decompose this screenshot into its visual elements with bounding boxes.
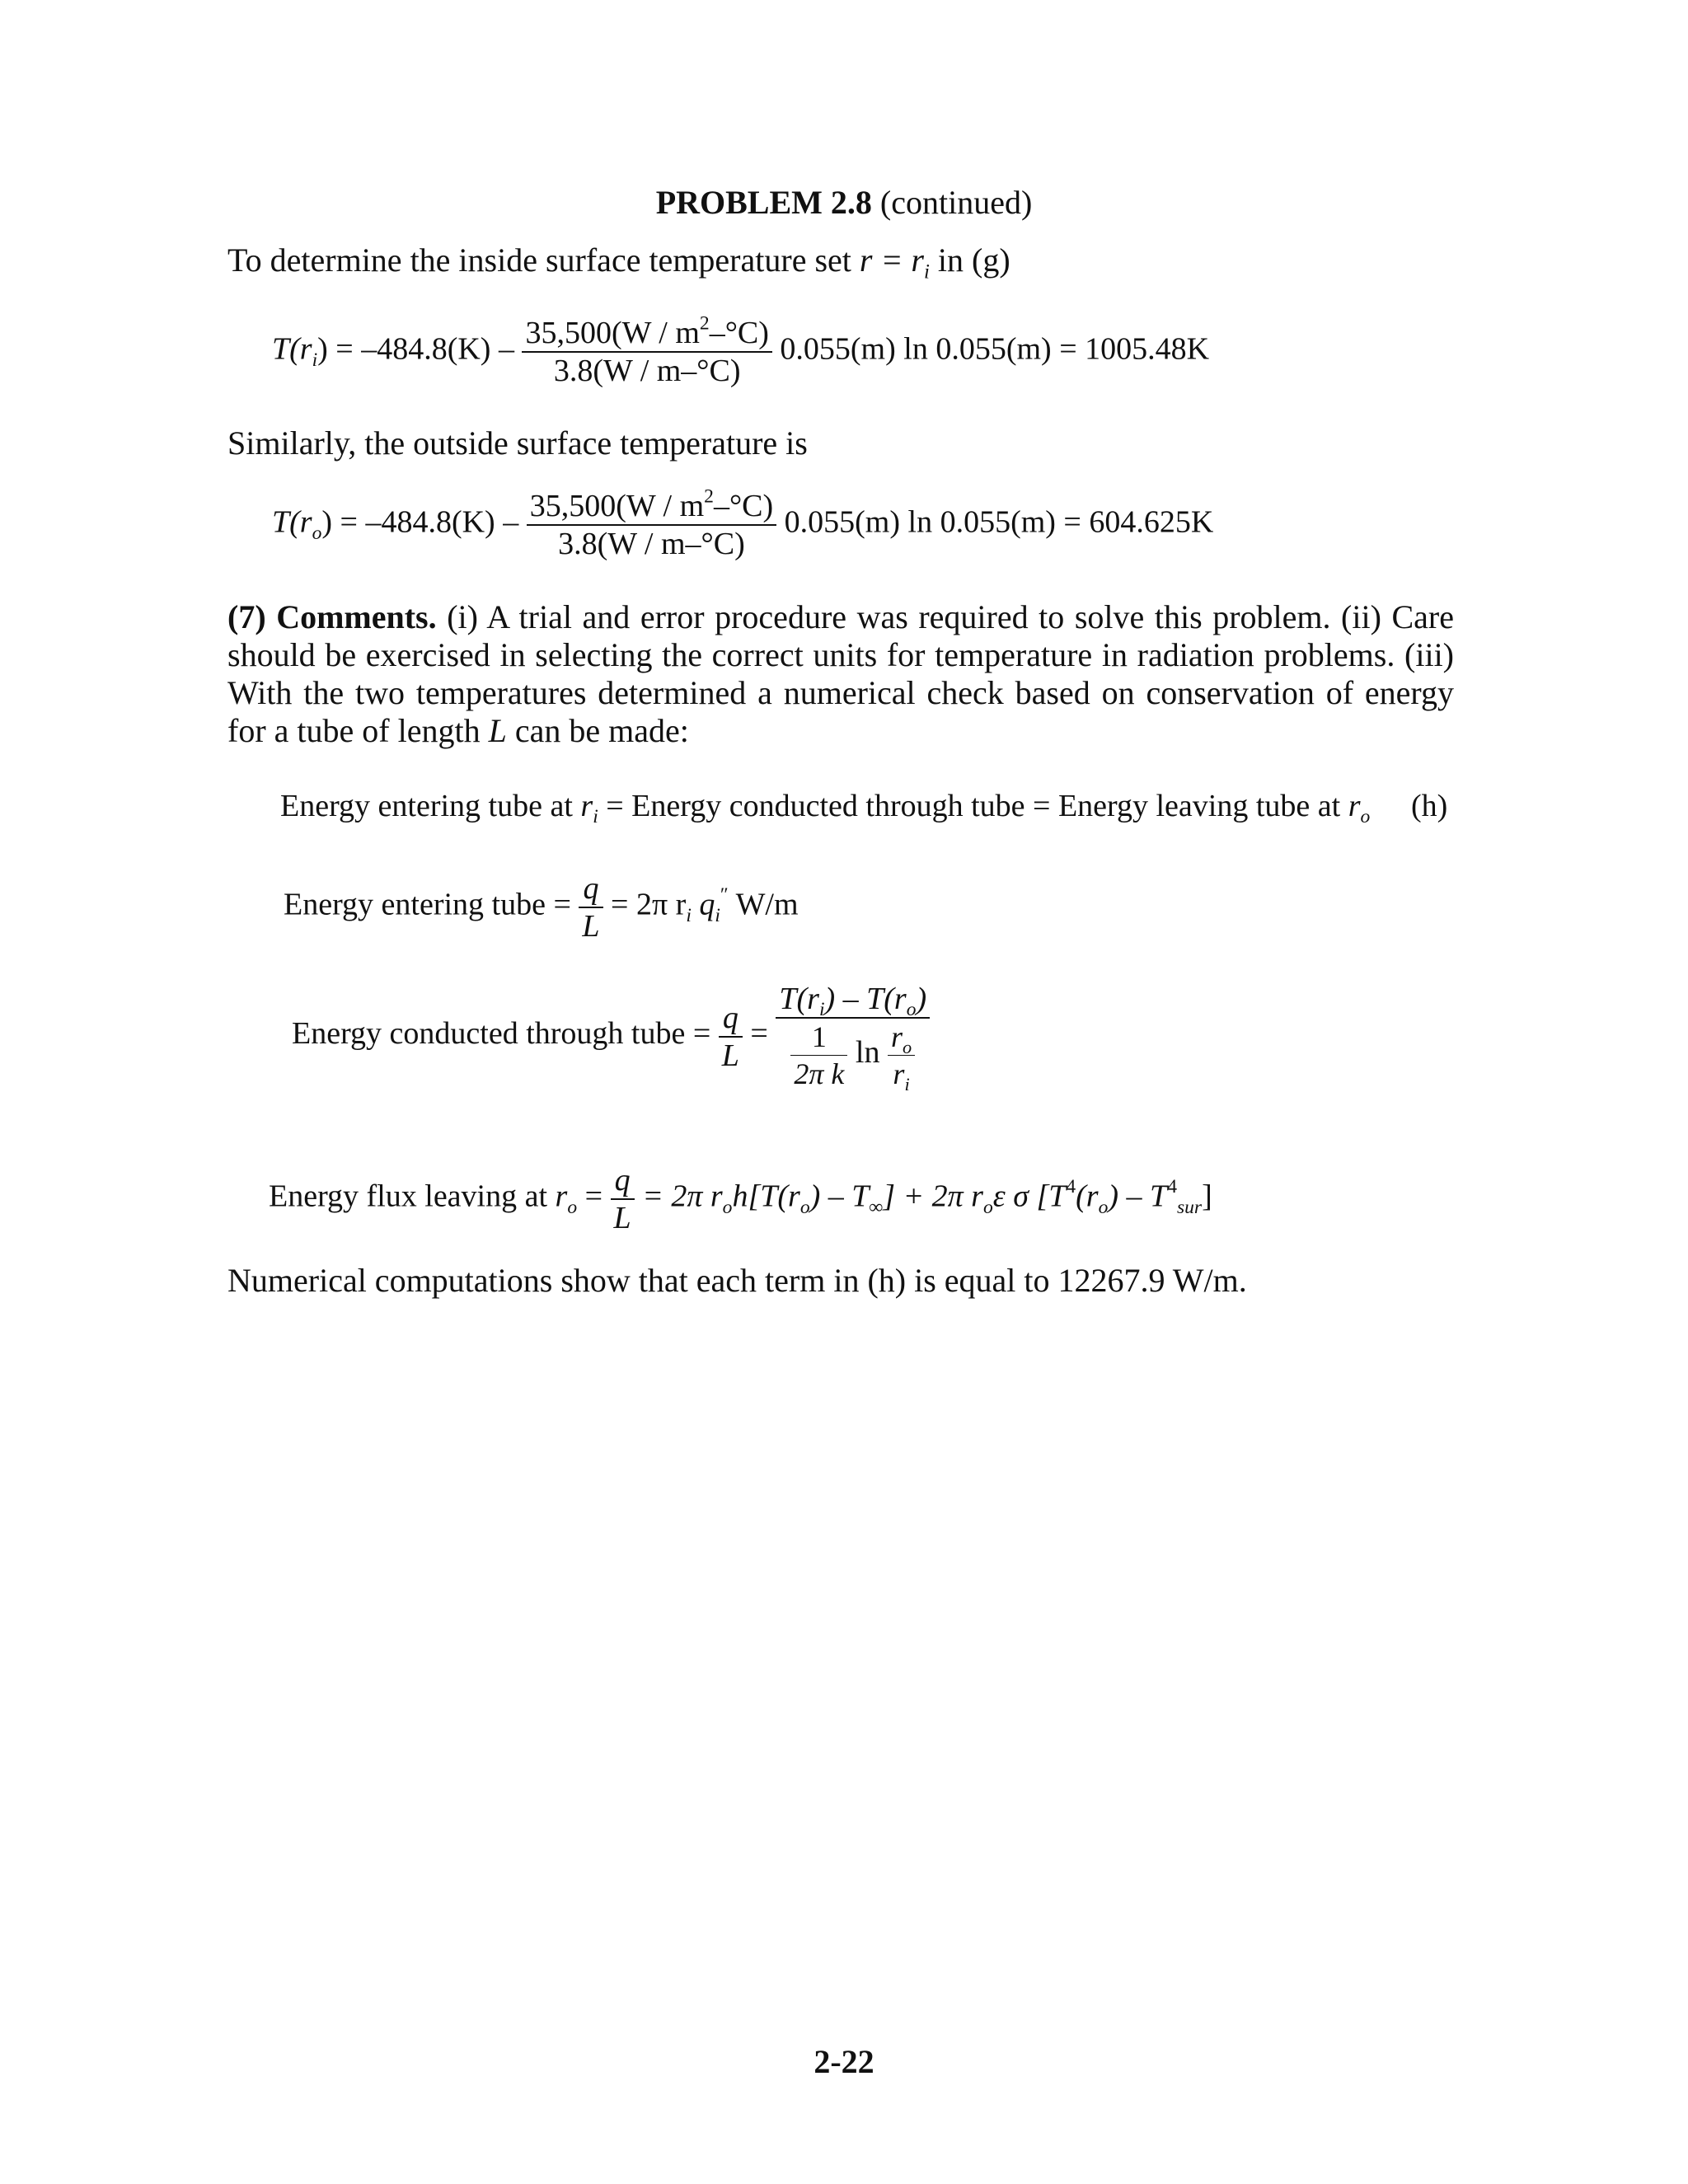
flux-rhs2-sub: o — [799, 1196, 810, 1218]
flux-rhs1-sub: o — [722, 1196, 733, 1218]
eq-outside-numerator: 35,500(W / m — [529, 489, 705, 523]
flux-rhs7: ) – T — [1108, 1179, 1168, 1214]
conducted-big-num-sub2: o — [906, 999, 917, 1021]
eq-outside-num-tail: –°C) — [713, 489, 774, 523]
flux-denominator: L — [613, 1201, 631, 1235]
entering-numerator: q — [583, 871, 599, 906]
entering-unit: W/m — [735, 887, 799, 922]
flux-numerator: q — [614, 1163, 631, 1197]
flux-label: Energy flux leaving at — [269, 1179, 548, 1214]
eq-inside-fraction — [522, 312, 771, 389]
eq-outside-lhs-sub: o — [312, 522, 322, 544]
conducted-small-num: 1 — [811, 1020, 827, 1053]
entering-rhs: = 2π r — [611, 887, 687, 922]
intro-line — [227, 241, 1010, 284]
flux-rhs6-sub: o — [1098, 1196, 1109, 1218]
comments-label: (7) Comments. — [227, 598, 437, 635]
eq-outside-fraction — [527, 485, 776, 562]
flux-rhs5-sup: 4 — [1066, 1176, 1076, 1198]
comments-length-variable: L — [488, 712, 507, 749]
flux-rhs7-sup: 4 — [1167, 1176, 1177, 1198]
entering-q: q — [691, 887, 715, 922]
eq-inside-rhs: 0.055(m) ln 0.055(m) = 1005.48K — [780, 331, 1210, 367]
flux-rhs3-sub: ∞ — [869, 1196, 884, 1218]
flux-equals: = — [584, 1179, 603, 1214]
eq-inside-lhs: T(r — [272, 331, 312, 367]
flux-var: r — [555, 1179, 568, 1214]
intro-text: To determine the inside surface temperature set — [227, 241, 851, 279]
balance-part2: = Energy conducted through tube = Energy leaving tube at — [606, 789, 1341, 823]
conducted-ln: ln — [855, 1035, 880, 1071]
balance-var2: r — [1348, 789, 1361, 823]
page-number: 2-22 — [814, 2043, 874, 2080]
flux-rhs6: (r — [1076, 1179, 1099, 1214]
conducted-small-den: 2π k — [794, 1057, 845, 1090]
page-heading — [0, 183, 1688, 222]
problem-label: PROBLEM 2.8 — [655, 184, 872, 221]
entering-denominator: L — [582, 909, 600, 944]
flux-rhs3: ) – T — [809, 1179, 870, 1214]
flux-rhs2: h[T(r — [732, 1179, 800, 1214]
equation-outside-temperature — [272, 485, 1214, 562]
eq-inside-denominator: 3.8(W / m–°C) — [553, 354, 741, 388]
energy-entering-equation — [284, 870, 799, 944]
flux-rhs4: ] + 2π r — [883, 1179, 983, 1214]
conducted-fraction-qL — [719, 1000, 743, 1074]
equation-label-h: (h) — [1411, 789, 1448, 823]
entering-label: Energy entering tube = — [284, 887, 571, 922]
entering-rhs-sub: i — [686, 904, 692, 926]
conducted-denominator: L — [721, 1038, 739, 1073]
eq-inside-lhs-sub: i — [312, 349, 318, 371]
flux-var-sub: o — [567, 1196, 578, 1218]
conducted-big-num-close: ) — [916, 982, 927, 1016]
conducted-ln-den: r — [893, 1057, 905, 1090]
intro-suffix: in (g) — [937, 241, 1010, 279]
conducted-ln-fraction — [888, 1019, 915, 1092]
conducted-label: Energy conducted through tube = — [292, 1016, 711, 1052]
eq-inside-numerator: 35,500(W / m — [525, 316, 700, 350]
conclusion-line: Numerical computations show that each term in (h) is equal to 12267.9 W/m. — [227, 1262, 1247, 1299]
flux-rhs1: = 2π r — [642, 1179, 723, 1214]
comments-paragraph — [227, 598, 1454, 750]
conducted-numerator: q — [722, 1000, 738, 1035]
eq-inside-num-tail: –°C) — [709, 316, 769, 350]
conducted-ln-num-sub: o — [902, 1036, 912, 1057]
entering-q-sub: i — [715, 904, 720, 926]
equation-inside-temperature — [272, 312, 1210, 389]
conducted-equals: = — [750, 1016, 768, 1052]
balance-sub1: i — [593, 806, 598, 828]
comments-text-end: can be made: — [514, 712, 689, 749]
eq-inside-lhs-close: ) = –484.8(K) – — [317, 331, 514, 367]
eq-outside-num-sup: 2 — [704, 485, 714, 508]
conducted-ln-num: r — [890, 1020, 903, 1053]
energy-balance-line — [280, 788, 1371, 828]
eq-outside-denominator: 3.8(W / m–°C) — [558, 527, 745, 561]
entering-fraction — [579, 870, 603, 944]
eq-outside-rhs: 0.055(m) ln 0.055(m) = 604.625K — [784, 504, 1214, 540]
balance-sub2: o — [1360, 806, 1371, 828]
conducted-big-num: T(r — [779, 982, 819, 1016]
entering-q-sup: ″ — [720, 884, 729, 907]
intro-subscript: i — [924, 260, 930, 284]
conducted-big-fraction — [776, 981, 930, 1092]
energy-conducted-equation — [292, 981, 930, 1092]
conducted-ln-den-sub: i — [904, 1073, 910, 1094]
conducted-big-num-sub1: i — [818, 999, 825, 1021]
comments-text: (i) A trial and error procedure was required to solve this problem. (ii) Care should be exercised in selecting the correct units for temperature in radiation problems. (iii) With the two temperatures determined a numerical check based on conservation of energy for a tube of length — [227, 598, 1454, 749]
balance-part1: Energy entering tube at — [280, 789, 573, 823]
eq-outside-lhs-close: ) = –484.8(K) – — [321, 504, 519, 540]
energy-flux-equation — [269, 1162, 1212, 1236]
flux-rhs8: ] — [1202, 1179, 1212, 1214]
continued-label: (continued) — [879, 184, 1033, 221]
flux-fraction — [611, 1162, 635, 1236]
balance-var1: r — [580, 789, 593, 823]
intro-equation: r = r — [859, 241, 924, 279]
eq-inside-num-sup: 2 — [699, 312, 710, 335]
conducted-big-num-mid: ) – T(r — [824, 982, 907, 1016]
flux-rhs7-sub: sur — [1176, 1196, 1203, 1218]
flux-rhs5: ε σ [T — [992, 1179, 1067, 1214]
conducted-small-fraction — [790, 1019, 847, 1092]
similarly-line: Similarly, the outside surface temperature is — [227, 424, 808, 462]
eq-outside-lhs: T(r — [272, 504, 312, 540]
flux-rhs4-sub: o — [982, 1196, 993, 1218]
